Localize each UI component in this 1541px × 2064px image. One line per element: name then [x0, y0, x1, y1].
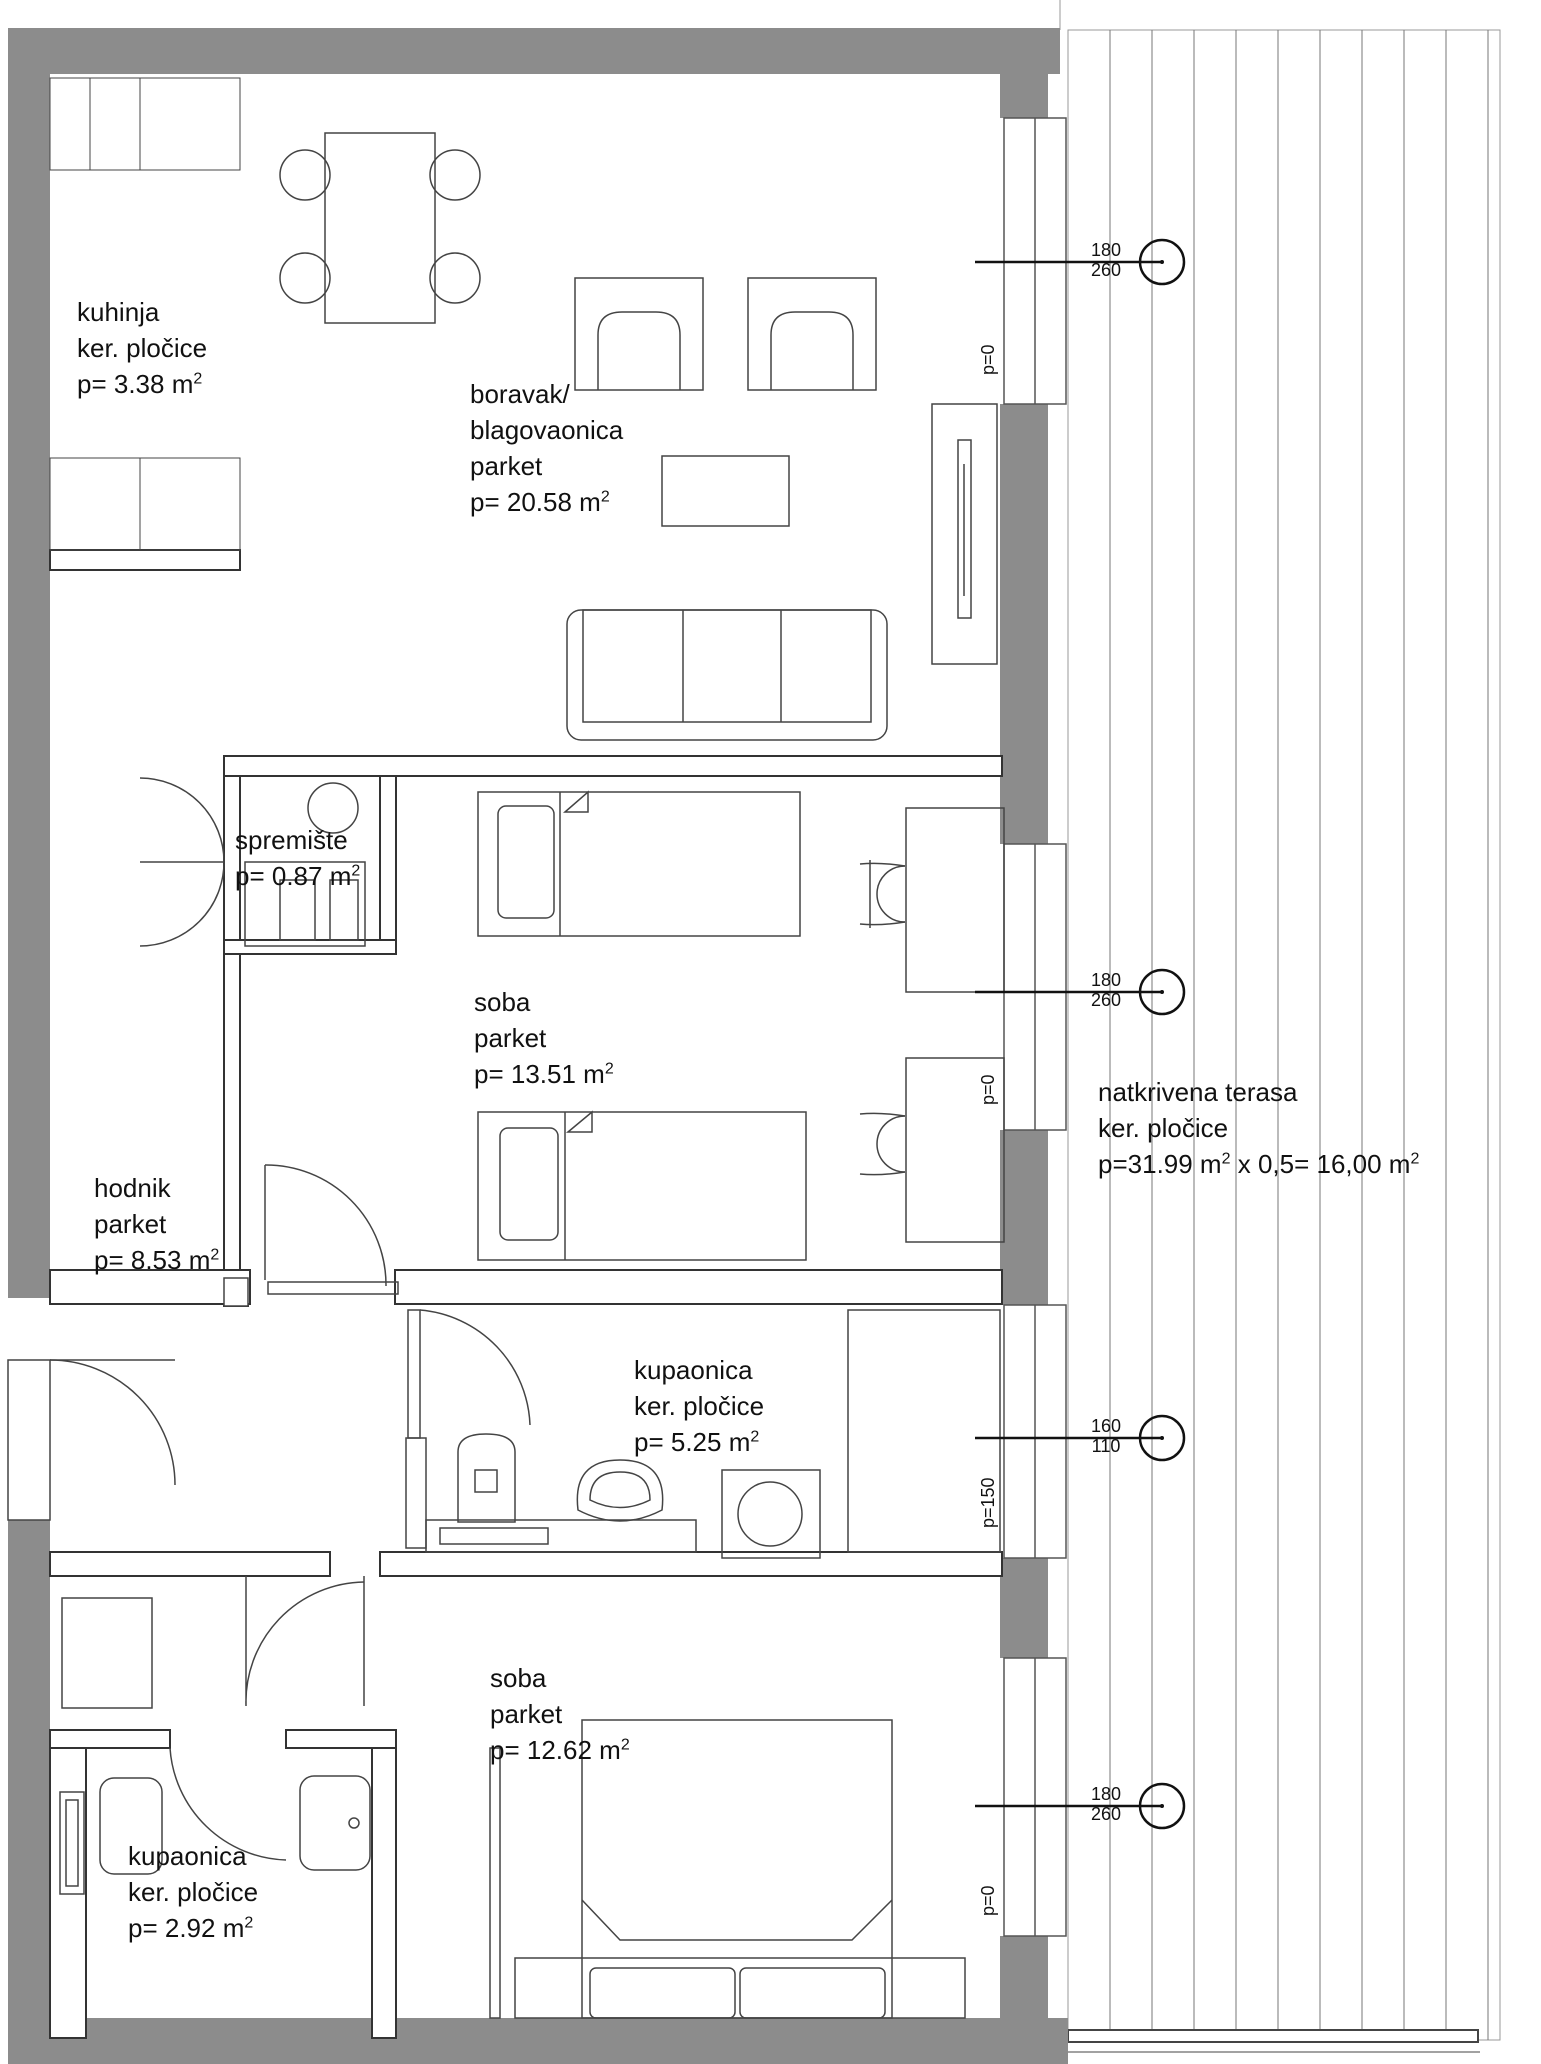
- room-label-spremiste: spremište p= 0.87 $m^2$: [235, 825, 361, 891]
- room2-furniture: [62, 1576, 965, 2018]
- window-elevation-bottom: 110: [1091, 1436, 1121, 1456]
- interior-walls: [50, 550, 1002, 2038]
- entrance-door: [8, 1360, 175, 1520]
- window-elevation-1: [1086, 240, 1126, 280]
- window-elevation-bottom: 260: [1090, 260, 1122, 280]
- storage-doors: [140, 778, 224, 946]
- terrace-deck: [1068, 30, 1500, 2040]
- tv-unit: [932, 404, 997, 664]
- dining-set: [280, 133, 480, 323]
- window-elevation-bottom: 260: [1090, 990, 1122, 1010]
- elevation-dots: [1160, 260, 1164, 1808]
- room-label-kupaonica1: kupaonica ker. pločice p= 5.25 $m^2$: [634, 1355, 765, 1457]
- sill-label-1: p=0: [978, 344, 998, 375]
- sill-label-3: p=150: [978, 1477, 998, 1528]
- window-elevation-bottom: 260: [1090, 1804, 1122, 1824]
- sill-label-4: p=0: [978, 1885, 998, 1916]
- coffee-table: [662, 456, 789, 526]
- window-elevation-top: 180: [1090, 970, 1122, 990]
- terrace-windows: [1004, 118, 1066, 1936]
- window-elevation-top: 180: [1090, 240, 1122, 260]
- room-label-boravak: boravak/ blagovaonica parket p= 20.58 $m^2$: [470, 379, 624, 517]
- sill-label-2: p=0: [978, 1074, 998, 1105]
- room-label-soba1: soba parket p= 13.51 $m^2$: [474, 987, 614, 1089]
- window-elevation-top: 180: [1090, 1784, 1122, 1804]
- armchairs: [575, 278, 876, 390]
- room-label-terasa: natkrivena terasa ker. pločice p=31.99 $m^2$ x 0,5= 16,00 $m^2$: [1098, 1077, 1420, 1179]
- window-elevation-4: [1086, 1784, 1126, 1824]
- room-label-soba2: soba parket p= 12.62 $m^2$: [490, 1663, 630, 1765]
- room-label-kupaonica2: kupaonica ker. pločice p= 2.92 $m^2$: [128, 1841, 259, 1943]
- window-elevation-3: [1086, 1416, 1126, 1456]
- window-elevation-top: 160: [1090, 1416, 1122, 1436]
- room-label-kuhinja: kuhinja ker. pločice p= 3.38 $m^2$: [77, 297, 208, 399]
- sofa: [567, 610, 887, 740]
- room-label-hodnik: hodnik parket p= 8.53 $m^2$: [94, 1173, 220, 1275]
- window-elevation-2: [1086, 970, 1126, 1010]
- terrace-railing: [1068, 2030, 1478, 2042]
